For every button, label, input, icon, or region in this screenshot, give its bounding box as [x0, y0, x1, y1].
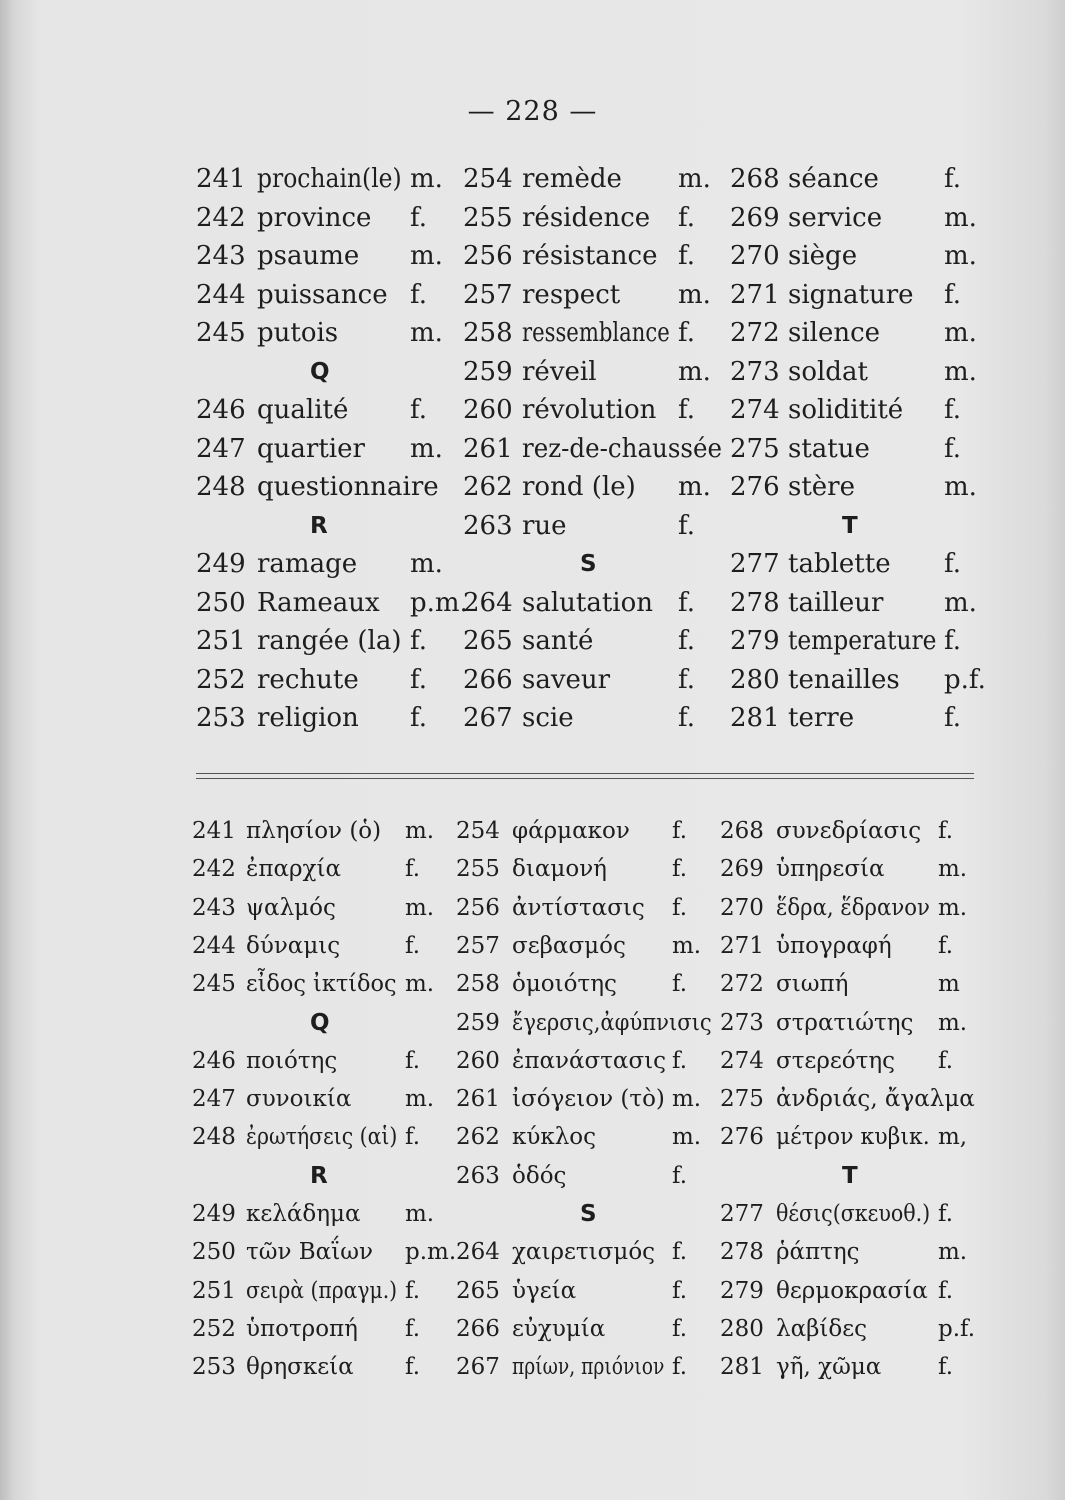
entry-word: θέσις(σκευοθ.)	[776, 1201, 931, 1227]
entry-word: réveil	[522, 356, 597, 387]
entry-gender: m.	[410, 549, 443, 579]
entry-number: 241	[196, 164, 246, 194]
entry-word: θερμοκρασία	[776, 1277, 928, 1304]
entry-gender: f.	[405, 932, 421, 959]
entry-gender: f.	[405, 1277, 421, 1304]
entry-word: ἀνδριάς, ἄγαλμα	[776, 1086, 975, 1113]
entry-number: 263	[456, 1162, 500, 1189]
entry-word: résistance	[522, 241, 658, 271]
entry-row	[0, 1042, 1065, 1080]
entry-word: quartier	[257, 433, 365, 464]
entry-number: 261	[463, 433, 513, 464]
entry-word: ἕδρα, ἕδρανον	[776, 894, 930, 921]
entry-gender: f.	[410, 664, 427, 695]
entry-number: 278	[730, 587, 780, 618]
section-letter: S	[580, 1201, 597, 1227]
entry-number: 248	[196, 472, 246, 502]
entry-number: 260	[456, 1047, 500, 1074]
entry-gender: m.	[678, 356, 711, 387]
entry-number: 273	[730, 356, 780, 387]
entry-number: 245	[192, 971, 236, 998]
entry-gender: f.	[405, 1315, 421, 1342]
entry-word: πλησίον (ὁ)	[246, 818, 382, 844]
entry-word: signature	[788, 279, 914, 310]
entry-row	[0, 850, 1065, 888]
entry-word: putois	[257, 318, 339, 348]
entry-word: remède	[522, 164, 622, 194]
entry-word: ἐπανάστασις	[512, 1047, 667, 1074]
entry-row	[0, 545, 1065, 583]
entry-word: εὐχυμία	[512, 1315, 606, 1342]
entry-gender: m.	[938, 856, 968, 883]
entry-gender: f.	[678, 395, 695, 425]
entry-gender: m.	[672, 1124, 702, 1151]
entry-number: 246	[196, 395, 246, 425]
entry-gender: m,	[938, 1124, 968, 1151]
entry-gender: f.	[944, 549, 961, 579]
entry-row	[0, 276, 1065, 314]
entry-word: ἐρωτήσεις (αἱ)	[246, 1124, 398, 1151]
entry-number: 260	[463, 395, 513, 425]
entry-row	[0, 1195, 1065, 1233]
entry-word: prochain(le)	[257, 164, 402, 194]
entry-gender: f.	[405, 1354, 421, 1381]
entry-number: 274	[730, 395, 780, 425]
entry-number: 246	[192, 1047, 236, 1074]
entry-gender: m	[938, 971, 960, 998]
entry-number: 279	[730, 626, 780, 656]
entry-gender: m.	[410, 318, 443, 348]
entry-word: ὑποτροπή	[246, 1315, 358, 1342]
entry-row	[0, 927, 1065, 965]
entry-gender: m.	[410, 164, 443, 194]
entry-word: ramage	[257, 549, 358, 579]
entry-number: 266	[463, 664, 513, 695]
entry-word: ποιότης	[246, 1047, 338, 1074]
entry-row	[0, 391, 1065, 429]
entry-word: salutation	[522, 587, 654, 618]
entry-word: ὁδός	[512, 1162, 567, 1189]
entry-row	[0, 1272, 1065, 1310]
entry-number: 273	[720, 1009, 764, 1036]
entry-gender: f.	[410, 202, 427, 233]
entry-word: rond (le)	[522, 472, 636, 502]
entry-number: 263	[463, 510, 513, 541]
entry-number: 277	[730, 549, 780, 579]
entry-gender: m.	[678, 279, 711, 310]
entry-gender: m.	[944, 202, 977, 233]
entry-number: 281	[720, 1354, 764, 1381]
entry-number: 276	[720, 1124, 764, 1151]
entry-gender: f.	[678, 510, 695, 541]
entry-word: λαβίδες	[776, 1315, 868, 1342]
entry-number: 243	[196, 241, 246, 271]
entry-gender: m.	[678, 164, 711, 194]
entry-word: φάρμακον	[512, 818, 630, 844]
entry-number: 267	[456, 1354, 500, 1381]
entry-gender: f.	[938, 1354, 954, 1381]
entry-word: saveur	[522, 664, 611, 695]
entry-word: στρατιώτης	[776, 1009, 914, 1036]
separator-line-top	[196, 773, 974, 774]
entry-word: scie	[522, 703, 574, 733]
entry-gender: f.	[938, 1201, 954, 1227]
entry-number: 242	[192, 856, 236, 883]
entry-gender: f.	[672, 1277, 688, 1304]
entry-number: 269	[720, 856, 764, 883]
entry-gender: f.	[672, 971, 688, 998]
entry-word: ὑπογραφή	[776, 932, 892, 959]
entry-word: statue	[788, 433, 870, 464]
entry-gender: f.	[938, 818, 954, 844]
entry-gender: f.	[938, 1047, 954, 1074]
entry-word: rechute	[257, 664, 359, 695]
entry-gender: m.	[672, 932, 702, 959]
entry-word: διαμονή	[512, 856, 607, 883]
entry-word: rue	[522, 510, 567, 541]
entry-word: tailleur	[788, 587, 884, 618]
entry-word: ῥάπτης	[776, 1239, 860, 1266]
entry-word: questionnaire	[257, 472, 439, 502]
entry-gender: f.	[678, 626, 695, 656]
entry-word: service	[788, 202, 883, 233]
entry-gender: f.	[678, 202, 695, 233]
entry-number: 269	[730, 202, 780, 233]
entry-number: 251	[196, 626, 246, 656]
entry-gender: m.	[410, 241, 443, 271]
entry-number: 247	[196, 433, 246, 464]
section-letter: S	[580, 551, 597, 577]
entry-number: 259	[456, 1009, 500, 1036]
entry-gender: f.	[405, 856, 421, 883]
entry-row	[0, 507, 1065, 545]
entry-word: santé	[522, 626, 594, 656]
entry-number: 248	[192, 1124, 236, 1151]
entry-word: ὁμοιότης	[512, 971, 617, 998]
entry-number: 258	[463, 318, 513, 348]
entry-word: tablette	[788, 549, 891, 579]
section-letter: Q	[310, 358, 330, 385]
entry-number: 280	[720, 1315, 764, 1342]
entry-word: séance	[788, 164, 879, 194]
entry-gender: f.	[678, 587, 695, 618]
entry-number: 277	[720, 1201, 764, 1227]
entry-number: 252	[192, 1315, 236, 1342]
entry-gender: f.	[944, 279, 961, 310]
entry-number: 262	[456, 1124, 500, 1151]
entry-word: rangée (la)	[257, 626, 402, 656]
entry-word: ἐπαρχία	[246, 856, 341, 883]
entry-number: 255	[463, 202, 513, 233]
entry-number: 267	[463, 703, 513, 733]
entry-word: révolution	[522, 395, 657, 425]
entry-word: ἰσόγειον (τὸ)	[512, 1086, 665, 1113]
entry-number: 274	[720, 1047, 764, 1074]
entry-gender: m.	[405, 1201, 435, 1227]
entry-word: tenailles	[788, 664, 900, 695]
entry-number: 271	[720, 932, 764, 959]
entry-number: 255	[456, 856, 500, 883]
entry-number: 256	[463, 241, 513, 271]
entry-word: ὑπηρεσία	[776, 856, 885, 883]
entry-word: ressemblance	[522, 318, 670, 348]
entry-row	[0, 314, 1065, 352]
entry-word: silence	[788, 318, 881, 348]
entry-number: 268	[720, 818, 764, 844]
entry-word: religion	[257, 703, 359, 733]
entry-gender: f.	[938, 932, 954, 959]
entry-number: 252	[196, 664, 246, 695]
entry-gender: m.	[405, 894, 435, 921]
entry-word: κελάδημα	[246, 1201, 361, 1227]
section-letter: R	[310, 1162, 328, 1189]
entry-number: 265	[463, 626, 513, 656]
entry-gender: f.	[405, 1047, 421, 1074]
entry-gender: m.	[672, 1086, 702, 1113]
entry-number: 254	[456, 818, 500, 844]
entry-number: 262	[463, 472, 513, 502]
entry-word: ἔγερσις,ἀφύπνισις	[512, 1009, 712, 1036]
entry-word: résidence	[522, 202, 651, 233]
entry-word: μέτρον κυβικ.	[776, 1124, 930, 1151]
entry-row	[0, 160, 1065, 198]
entry-gender: f.	[672, 894, 688, 921]
entry-gender: f.	[672, 856, 688, 883]
entry-word: ἀντίστασις	[512, 894, 645, 921]
entry-row	[0, 237, 1065, 275]
entry-row	[0, 430, 1065, 468]
entry-gender: f.	[410, 703, 427, 733]
entry-row	[0, 812, 1065, 850]
entry-number: 279	[720, 1277, 764, 1304]
entry-number: 243	[192, 894, 236, 921]
entry-number: 280	[730, 664, 780, 695]
entry-gender: f.	[678, 241, 695, 271]
entry-gender: m.	[944, 241, 977, 271]
entry-gender: m.	[405, 1086, 435, 1113]
entry-gender: p.m.	[410, 587, 468, 618]
entry-word: συνοικία	[246, 1086, 352, 1113]
entry-gender: f.	[672, 1162, 688, 1189]
entry-row	[0, 353, 1065, 391]
entry-row	[0, 199, 1065, 237]
entry-gender: m.	[944, 472, 977, 502]
entry-word: siège	[788, 241, 858, 271]
entry-gender: m.	[938, 1239, 968, 1266]
entry-word: soliditité	[788, 395, 904, 425]
entry-word: συνεδρίασις	[776, 818, 922, 844]
entry-number: 272	[720, 971, 764, 998]
entry-word: qualité	[257, 395, 349, 425]
entry-number: 250	[196, 587, 246, 618]
entry-gender: p.m.	[405, 1239, 457, 1266]
entry-gender: m.	[405, 818, 435, 844]
entry-number: 278	[720, 1239, 764, 1266]
entry-gender: f.	[672, 1315, 688, 1342]
entry-number: 250	[192, 1239, 236, 1266]
entry-word: σειρὰ (πραγμ.)	[246, 1277, 398, 1304]
entry-word: ψαλμός	[246, 894, 336, 921]
entry-word: terre	[788, 703, 855, 733]
entry-number: 275	[720, 1086, 764, 1113]
entry-gender: m.	[938, 894, 968, 921]
entry-gender: f.	[944, 703, 961, 733]
entry-number: 265	[456, 1277, 500, 1304]
section-letter: Q	[310, 1009, 330, 1036]
entry-word: κύκλος	[512, 1124, 597, 1151]
entry-number: 266	[456, 1315, 500, 1342]
entry-number: 264	[463, 587, 513, 618]
entry-gender: f.	[944, 433, 961, 464]
entry-row	[0, 622, 1065, 660]
entry-number: 251	[192, 1277, 236, 1304]
entry-word: πρίων, πριόνιον	[512, 1354, 665, 1381]
page-number: — 228 —	[467, 96, 598, 127]
entry-row	[0, 1310, 1065, 1348]
entry-word: τῶν Βαΐων	[246, 1239, 373, 1266]
entry-word: respect	[522, 279, 621, 310]
entry-word: temperature	[788, 626, 937, 656]
entry-gender: m.	[405, 971, 435, 998]
entry-word: province	[257, 202, 372, 233]
entry-row	[0, 661, 1065, 699]
entry-word: ὑγεία	[512, 1277, 577, 1304]
entry-number: 245	[196, 318, 246, 348]
entry-gender: m.	[410, 433, 443, 464]
entry-number: 241	[192, 818, 236, 844]
entry-number: 261	[456, 1086, 500, 1113]
entry-gender: f.	[672, 1047, 688, 1074]
entry-number: 249	[196, 549, 246, 579]
section-letter: T	[842, 512, 858, 539]
entry-gender: m.	[944, 318, 977, 348]
entry-number: 257	[456, 932, 500, 959]
entry-number: 268	[730, 164, 780, 194]
section-letter: T	[842, 1162, 858, 1189]
entry-gender: f.	[678, 664, 695, 695]
entry-gender: m.	[678, 472, 711, 502]
entry-word: στερεότης	[776, 1047, 896, 1074]
entry-number: 247	[192, 1086, 236, 1113]
entry-number: 270	[720, 894, 764, 921]
entry-number: 256	[456, 894, 500, 921]
entry-number: 242	[196, 202, 246, 233]
entry-gender: f.	[944, 164, 961, 194]
entry-gender: f.	[672, 1239, 688, 1266]
entry-word: stère	[788, 472, 855, 502]
entry-word: rez-de-chaussée	[522, 433, 723, 464]
entry-row	[0, 699, 1065, 737]
entry-word: σεβασμός	[512, 932, 626, 959]
entry-gender: f.	[410, 626, 427, 656]
entry-row	[0, 965, 1065, 1003]
entry-number: 244	[192, 932, 236, 959]
entry-word: δύναμις	[246, 932, 341, 959]
entry-gender: m.	[938, 1009, 968, 1036]
entry-number: 254	[463, 164, 513, 194]
entry-number: 244	[196, 279, 246, 310]
entry-gender: m.	[944, 587, 977, 618]
entry-gender: f.	[405, 1124, 421, 1151]
entry-number: 249	[192, 1201, 236, 1227]
entry-gender: f.	[678, 703, 695, 733]
entry-row	[0, 889, 1065, 927]
entry-number: 264	[456, 1239, 500, 1266]
entry-word: γῆ, χῶμα	[776, 1354, 882, 1381]
entry-number: 270	[730, 241, 780, 271]
separator-line-bottom	[196, 778, 974, 779]
entry-number: 281	[730, 703, 780, 733]
entry-row	[0, 1233, 1065, 1271]
entry-row	[0, 1157, 1065, 1195]
entry-gender: f.	[938, 1277, 954, 1304]
entry-gender: p.f.	[944, 664, 986, 695]
entry-row	[0, 1348, 1065, 1386]
entry-number: 257	[463, 279, 513, 310]
entry-row	[0, 1004, 1065, 1042]
entry-gender: p.f.	[938, 1315, 976, 1342]
entry-gender: f.	[944, 626, 961, 656]
entry-row	[0, 1080, 1065, 1118]
entry-word: soldat	[788, 356, 868, 387]
entry-row	[0, 468, 1065, 506]
entry-word: puissance	[257, 279, 388, 310]
section-letter: R	[310, 512, 328, 539]
entry-gender: f.	[672, 818, 688, 844]
entry-gender: f.	[410, 395, 427, 425]
entry-number: 271	[730, 279, 780, 310]
entry-number: 253	[196, 703, 246, 733]
entry-number: 259	[463, 356, 513, 387]
entry-gender: m.	[944, 356, 977, 387]
entry-word: Rameaux	[257, 587, 380, 618]
entry-gender: f.	[672, 1354, 688, 1381]
entry-number: 272	[730, 318, 780, 348]
entry-row	[0, 1118, 1065, 1156]
entry-word: εἶδος ἰκτίδος	[246, 971, 397, 998]
entry-gender: f.	[410, 279, 427, 310]
entry-word: σιωπή	[776, 971, 849, 998]
entry-number: 275	[730, 433, 780, 464]
entry-row	[0, 584, 1065, 622]
entry-word: psaume	[257, 241, 360, 271]
entry-number: 276	[730, 472, 780, 502]
entry-number: 258	[456, 971, 500, 998]
entry-gender: f.	[944, 395, 961, 425]
entry-number: 253	[192, 1354, 236, 1381]
entry-word: θρησκεία	[246, 1354, 354, 1381]
entry-word: χαιρετισμός	[512, 1239, 656, 1266]
entry-gender: f.	[678, 318, 695, 348]
